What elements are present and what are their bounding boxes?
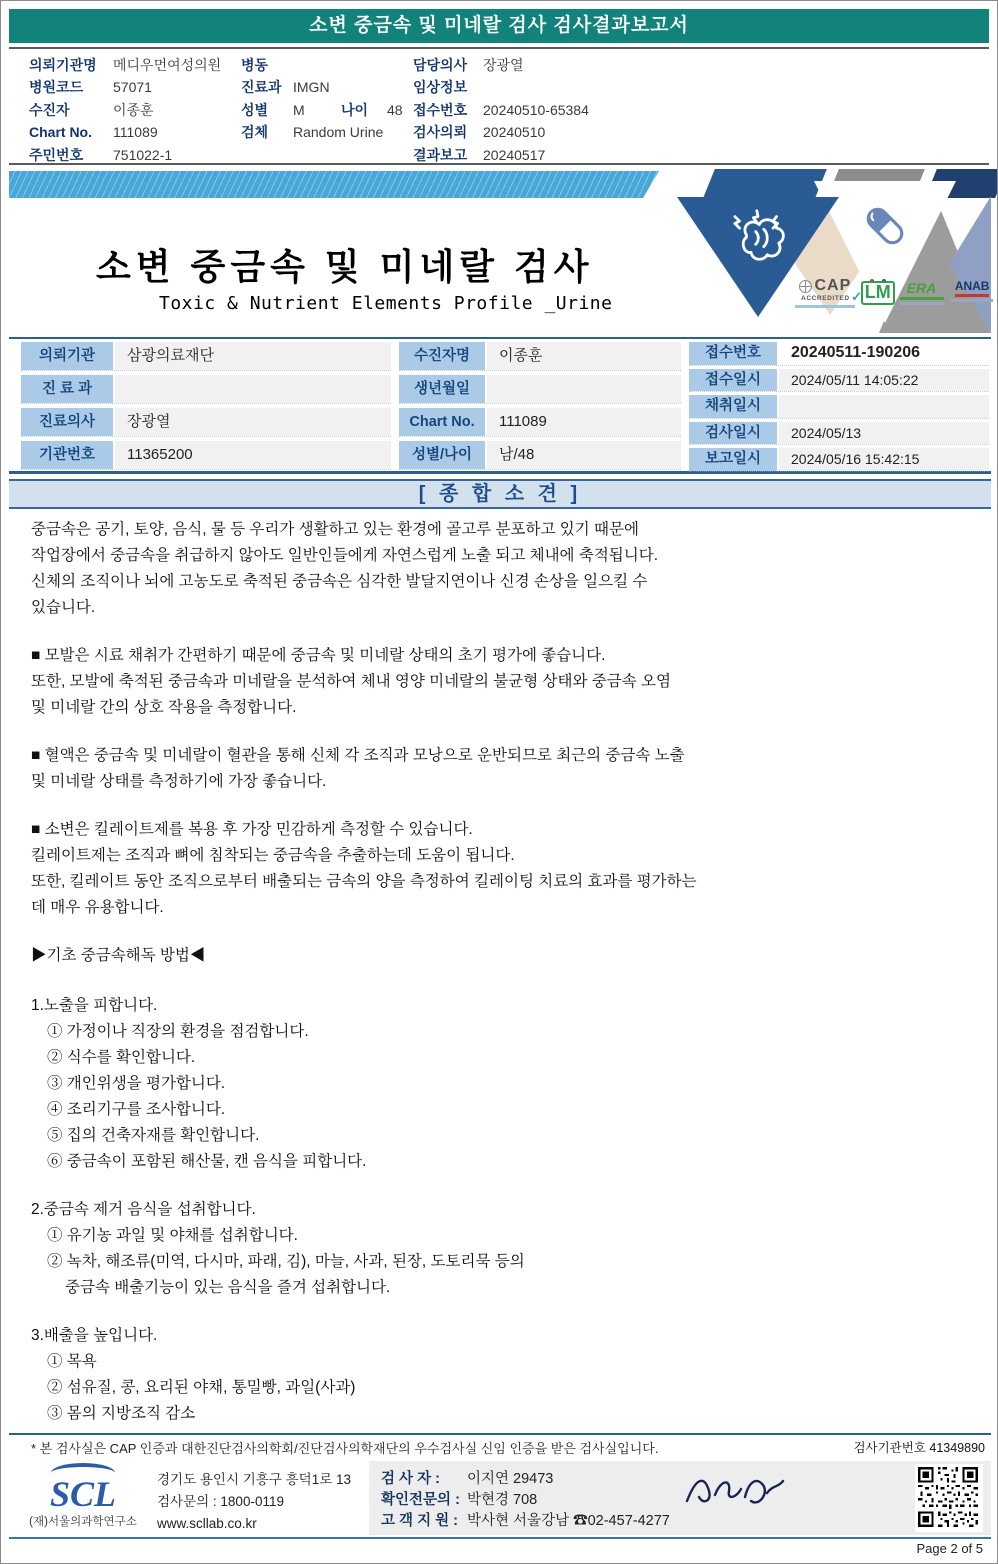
confirmer-label: 확인전문의 : xyxy=(381,1492,460,1508)
field-value: 20240517 xyxy=(483,146,546,163)
summary-body xyxy=(9,517,991,1449)
field-row xyxy=(241,121,413,143)
table-row xyxy=(689,448,989,472)
field-label: Chart No. xyxy=(29,124,92,141)
cell-value: 20240511-190206 xyxy=(779,342,989,365)
field-row xyxy=(413,144,973,166)
list-item: ⑥ 중금속이 포함된 해산물, 캔 음식을 피합니다. xyxy=(47,1153,367,1170)
text-line: 중금속은 공기, 토양, 음식, 물 등 우리가 생활하고 있는 환경에 골고루 분포하고 있기 때문에 xyxy=(31,521,639,538)
cell-label: 진료의사 xyxy=(21,408,113,436)
lab-website: www.scllab.co.kr xyxy=(157,1516,257,1531)
footer-main xyxy=(9,1461,991,1535)
globe-icon xyxy=(799,280,812,293)
list-item: ④ 조리기구를 조사합니다. xyxy=(47,1101,226,1118)
text-line: ■ 모발은 시료 채취가 간편하기 때문에 중금속 및 미네랄 상태의 초기 평가에 좋습니다. xyxy=(31,647,606,664)
cell-label: 접수일시 xyxy=(689,369,777,392)
field-value: 111089 xyxy=(113,124,158,141)
table-row xyxy=(21,408,391,437)
cell-value: 삼광의료재단 xyxy=(115,342,391,370)
list-item: ⑤ 집의 건축자재를 확인합니다. xyxy=(47,1127,260,1144)
text-line: 데 매우 유용합니다. xyxy=(31,899,164,916)
cell-label: 검사일시 xyxy=(689,422,777,445)
field-value: 20240510-65384 xyxy=(483,101,589,118)
field-row xyxy=(413,99,973,121)
cell-value: 장광열 xyxy=(115,408,391,436)
cell-label: 진 료 과 xyxy=(21,375,113,403)
field-value: 메디우먼여성의원 xyxy=(113,57,222,73)
text-line: 또한, 모발에 축적된 중금속과 미네랄을 분석하여 체내 영양 미네랄의 불균형 상태와 중금속 오염 xyxy=(31,673,671,690)
examiner-value: 이지연 29473 xyxy=(467,1471,554,1487)
method-heading: ▶기초 중금속해독 방법◀ xyxy=(31,947,206,964)
text-line: ■ 소변은 킬레이트제를 복용 후 가장 민감하게 측정할 수 있습니다. xyxy=(31,821,473,838)
cap-accredited-text xyxy=(801,289,863,304)
list-avoid-exposure xyxy=(31,993,973,1175)
table-row xyxy=(21,375,391,404)
lab-address: 경기도 용인시 기흥구 흥덕1로 13 xyxy=(157,1472,352,1487)
field-label: 진료과 xyxy=(241,79,282,96)
anab-logo xyxy=(950,277,994,302)
page-number: Page 2 of 5 xyxy=(916,1541,983,1556)
staff-info-box xyxy=(369,1461,991,1535)
support-row xyxy=(381,1511,979,1532)
field-label: 접수번호 xyxy=(413,101,468,118)
field-value: 장광열 xyxy=(483,57,524,73)
cap-accredited-logo xyxy=(794,277,863,308)
list-item: ② 녹차, 해조류(미역, 다시마, 파래, 김), 마늘, 사과, 된장, 도토리묵 등의 xyxy=(47,1253,525,1270)
field-label: 수진자 xyxy=(29,101,70,118)
footer-divider xyxy=(9,1433,991,1435)
field-label: 주민번호 xyxy=(29,146,84,163)
request-info-table xyxy=(9,337,991,474)
cell-label: 의뢰기관 xyxy=(21,342,113,370)
table-row xyxy=(399,375,681,404)
field-row xyxy=(29,76,241,98)
patient-header xyxy=(9,47,989,165)
list-item: ② 섬유질, 콩, 요리된 야채, 통밀빵, 과일(사과) xyxy=(47,1379,356,1396)
cell-value xyxy=(487,375,681,403)
report-banner-title: 소변 중금속 및 미네랄 검사 검사결과보고서 xyxy=(9,9,989,43)
paragraph-hair xyxy=(31,643,973,721)
field-row xyxy=(241,54,413,76)
footer-note-row xyxy=(9,1438,991,1457)
cell-label: 기관번호 xyxy=(21,441,113,469)
cell-value: 11365200 xyxy=(115,441,391,469)
cell-label: 접수번호 xyxy=(689,342,777,365)
cell-value xyxy=(779,395,989,418)
anab-caption-bar xyxy=(951,299,993,302)
cell-value: 2024/05/11 14:05:22 xyxy=(779,369,989,392)
cell-value: 2024/05/16 15:42:15 xyxy=(779,448,989,471)
field-value: 57071 xyxy=(113,79,152,96)
list-item: ③ 개인위생을 평가합니다. xyxy=(47,1075,226,1092)
list-item-continuation: 중금속 배출기능이 있는 음식을 즐겨 섭취합니다. xyxy=(65,1279,391,1296)
examiner-label: 검 사 자 : xyxy=(381,1471,440,1487)
cell-value xyxy=(115,375,391,403)
qr-code xyxy=(915,1464,983,1532)
field-label: 결과보고 xyxy=(413,146,468,163)
lm-logo-box xyxy=(861,281,895,305)
field-value: 20240510 xyxy=(483,124,546,141)
info-table-left xyxy=(21,342,391,474)
field-value: 751022-1 xyxy=(113,146,173,163)
field-label: 나이 xyxy=(341,101,369,118)
table-row xyxy=(689,342,989,366)
table-row xyxy=(21,441,391,470)
cell-value: 이종훈 xyxy=(487,342,681,370)
field-row xyxy=(241,99,413,121)
report-title-english: Toxic & Nutrient Elements Profile _Urine xyxy=(159,293,613,314)
anab-logo-text: ANAB xyxy=(954,279,990,293)
accreditation-logos xyxy=(794,277,994,329)
signature xyxy=(679,1467,789,1513)
paragraph-urine xyxy=(31,817,973,921)
list-title: 1.노출을 피합니다. xyxy=(31,997,158,1014)
paragraph-intro xyxy=(31,517,973,621)
footer-note: * 본 검사실은 CAP 인증과 대한진단검사의학회/진단검사의학재단의 우수검사실 신임 인증을 받은 검사실입니다. xyxy=(31,1441,659,1456)
text-line: ■ 혈액은 중금속 및 미네랄이 혈관을 통해 신체 각 조직과 모낭으로 운반되므로 최근의 중금속 노출 xyxy=(31,747,685,764)
era-logo-text: ERA xyxy=(906,280,937,296)
cap-accredited-label: ACCREDITED xyxy=(801,295,850,302)
cell-value: 남/48 xyxy=(487,441,681,469)
list-item: ① 가정이나 직장의 환경을 점검합니다. xyxy=(47,1023,309,1040)
anab-caption-bar xyxy=(955,294,989,297)
list-title: 3.배출을 높입니다. xyxy=(31,1327,158,1344)
text-line: 작업장에서 중금속을 취급하지 않아도 일반인들에게 자연스럽게 노출 되고 체내에 축적됩니다. xyxy=(31,547,659,564)
cell-label: Chart No. xyxy=(399,408,485,436)
field-label: 병동 xyxy=(241,57,269,73)
text-line: 또한, 킬레이트 동안 조직으로부터 배출되는 금속의 양을 측정하여 킬레이팅 치료의 효과를 평가하는 xyxy=(31,873,697,890)
field-value: M xyxy=(293,101,305,118)
era-caption-bar xyxy=(900,302,944,305)
summary-heading: [ 종 합 소 견 ] xyxy=(9,479,991,509)
field-label: 의뢰기관명 xyxy=(29,57,97,73)
field-label: 담당의사 xyxy=(413,57,468,73)
table-row xyxy=(399,441,681,470)
text-line: 킬레이트제는 조직과 뼈에 침착되는 중금속을 추출하는데 도움이 됩니다. xyxy=(31,847,515,864)
field-label: 검체 xyxy=(241,124,269,141)
era-caption-bar xyxy=(900,297,944,300)
cell-label: 채취일시 xyxy=(689,395,777,418)
field-value: Random Urine xyxy=(293,124,384,141)
cell-value: 2024/05/13 xyxy=(779,422,989,445)
table-row xyxy=(689,395,989,419)
field-label: 성별 xyxy=(241,101,269,118)
field-row xyxy=(29,144,241,166)
field-value: 이종훈 xyxy=(113,101,154,118)
cell-label: 수진자명 xyxy=(399,342,485,370)
list-detox-food xyxy=(31,1197,973,1301)
field-row xyxy=(29,121,241,143)
info-table-middle xyxy=(399,342,681,474)
list-title: 2.중금속 제거 음식을 섭취합니다. xyxy=(31,1201,256,1218)
info-table-right xyxy=(689,342,989,475)
table-row xyxy=(689,369,989,393)
table-row xyxy=(21,342,391,371)
capsule-icon xyxy=(860,201,910,251)
report-title-korean: 소변 중금속 및 미네랄 검사 xyxy=(96,246,594,287)
list-item: ③ 몸의 지방조직 감소 xyxy=(47,1405,196,1422)
field-label: 검사의뢰 xyxy=(413,124,468,141)
list-item: ② 식수를 확인합니다. xyxy=(47,1049,196,1066)
scl-organization: (재)서울의과학연구소 xyxy=(29,1516,137,1528)
confirmer-value: 박현경 708 xyxy=(467,1492,538,1508)
support-value: 박사현 서울강남 ☎02-457-4277 xyxy=(467,1513,670,1529)
list-excretion xyxy=(31,1323,973,1427)
field-row xyxy=(241,76,413,98)
brain-icon xyxy=(721,205,795,279)
cap-caption-bar xyxy=(795,305,855,308)
decorative-striped-band xyxy=(9,171,659,198)
field-row xyxy=(413,76,973,98)
field-label: 병원코드 xyxy=(29,79,84,96)
cell-value: 111089 xyxy=(487,408,681,436)
table-row xyxy=(399,408,681,437)
field-label: 임상정보 xyxy=(413,79,468,96)
check-icon: ✓ xyxy=(851,289,863,304)
era-logo xyxy=(899,277,945,305)
lm-logo-text: LM xyxy=(864,282,891,302)
footer-bottom-divider xyxy=(9,1537,991,1539)
cell-label: 성별/나이 xyxy=(399,441,485,469)
lab-number: 검사기관번호 41349890 xyxy=(853,1441,985,1455)
scl-logo xyxy=(9,1461,157,1535)
field-row xyxy=(29,54,241,76)
text-line: 및 미네랄 상태를 측정하기에 가장 좋습니다. xyxy=(31,773,327,790)
cell-label: 생년월일 xyxy=(399,375,485,403)
text-line: 및 미네랄 간의 상호 작용을 측정합니다. xyxy=(31,699,297,716)
field-value: 48 xyxy=(387,101,403,118)
lm-logo xyxy=(863,277,893,305)
field-row xyxy=(29,99,241,121)
table-row xyxy=(399,342,681,371)
text-line: 신체의 조직이나 뇌에 고농도로 축적된 중금속은 심각한 발달지연이나 신경 손상을 일으킬 수 xyxy=(31,573,648,590)
cap-logo-text: CAP xyxy=(814,277,852,294)
list-item: ① 목욕 xyxy=(47,1353,97,1370)
field-row xyxy=(413,54,973,76)
paragraph-blood xyxy=(31,743,973,795)
lab-phone: 검사문의 : 1800-0119 xyxy=(157,1494,284,1509)
patient-header-col1 xyxy=(29,54,241,163)
cell-label: 보고일시 xyxy=(689,448,777,471)
text-line: 있습니다. xyxy=(31,599,96,616)
list-item: ① 유기농 과일 및 야채를 섭취합니다. xyxy=(47,1227,298,1244)
lab-address-block xyxy=(157,1461,369,1535)
field-row xyxy=(413,121,973,143)
table-row xyxy=(689,422,989,446)
support-label: 고 객 지 원 : xyxy=(381,1513,458,1529)
patient-header-col2 xyxy=(241,54,413,163)
patient-header-col3 xyxy=(413,54,973,163)
cap-logo-row xyxy=(799,277,851,295)
field-value: IMGN xyxy=(293,79,330,96)
decorative-segment xyxy=(703,169,827,198)
scl-logo-text: SCL xyxy=(49,1474,117,1514)
